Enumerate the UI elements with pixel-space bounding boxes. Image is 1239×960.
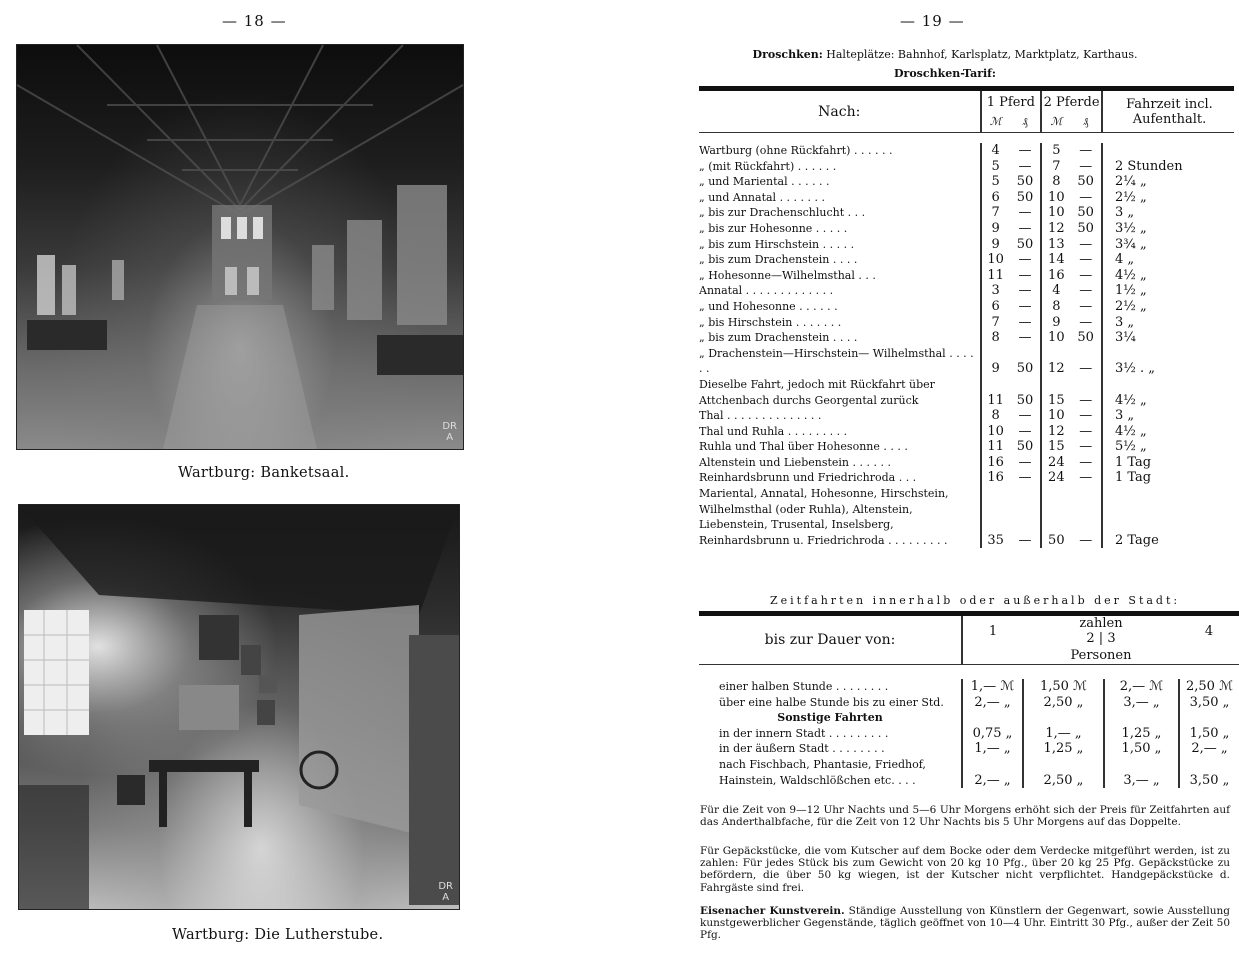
- page-number: — 18 —: [222, 12, 287, 30]
- zeit-label: in der äußern Stadt . . . . . . . .: [719, 742, 885, 756]
- tarif-pfennig-1: 50: [1016, 236, 1034, 252]
- droschken-label: Droschken:: [752, 48, 823, 61]
- tarif-mark-2: 12: [1041, 346, 1070, 377]
- tarif-mark-2: 16: [1041, 268, 1070, 284]
- tarif-pfennig-2: —: [1079, 439, 1093, 455]
- header-c4: 4: [1204, 623, 1214, 639]
- tarif-mark-1: 8: [981, 408, 1010, 424]
- tarif-destination: „ bis zur Drachenschlucht . . .: [699, 206, 866, 220]
- tarif-pfennig-2: —: [1079, 298, 1093, 314]
- tarif-row: [699, 252, 1234, 268]
- tarif-mark-1: 6: [981, 190, 1010, 206]
- tarif-pfennig-2: —: [1079, 361, 1093, 377]
- tarif-destination: Ruhla und Thal über Hohesonne . . . .: [699, 440, 908, 454]
- tarif-destination: „ bis zum Drachenstein . . . .: [699, 331, 858, 345]
- tarif-destination: „ bis zur Hohesonne . . . . .: [699, 221, 848, 235]
- header-fahrzeit: Fahrzeit incl. Aufenthalt.: [1102, 91, 1234, 133]
- tarif-pfennig-1: —: [1018, 314, 1032, 330]
- hall-drawing: [17, 45, 463, 449]
- tarif-fahrzeit: 2¼ „: [1102, 174, 1234, 190]
- tarif-pfennig-2: —: [1079, 252, 1093, 268]
- tarif-destination: „ Drachenstein—Hirschstein— Wilhelmsthal . . . . . .: [699, 346, 974, 376]
- tarif-mark-2: 15: [1041, 377, 1070, 408]
- sonstige-header-row: [699, 710, 1239, 726]
- tarif-fahrzeit: 2½ „: [1102, 299, 1234, 315]
- zeit-row: [699, 695, 1239, 711]
- tarif-row: [699, 439, 1234, 455]
- tarif-mark-1: 8: [981, 330, 1010, 346]
- tarif-mark-1: 11: [981, 377, 1010, 408]
- header-pfennig: ₰: [1082, 114, 1089, 128]
- zeit-value-3: 3,— „: [1104, 695, 1179, 711]
- tarif-destination: Annatal . . . . . . . . . . . . .: [699, 284, 834, 298]
- tarif-pfennig-2: —: [1079, 470, 1093, 486]
- tarif-mark-2: 50: [1041, 486, 1070, 548]
- zeitfahrten-table: [699, 611, 1239, 788]
- tarif-fahrzeit: 3¾ „: [1102, 237, 1234, 253]
- tarif-destination: Dieselbe Fahrt, jedoch mit Rückfahrt über Attchenbach durchs Georgental zurück: [699, 377, 935, 407]
- tarif-fahrzeit: 1 Tag: [1102, 455, 1234, 471]
- sonstige-title: Sonstige Fahrten: [777, 711, 883, 725]
- tarif-mark-2: 24: [1041, 455, 1070, 471]
- tarif-row: [699, 190, 1234, 206]
- header-dauer: bis zur Dauer von:: [699, 616, 962, 665]
- tarif-fahrzeit: 3 „: [1102, 315, 1234, 331]
- tarif-fahrzeit: 1½ „: [1102, 283, 1234, 299]
- tarif-destination: Altenstein und Liebenstein . . . . . .: [699, 455, 891, 469]
- tarif-row: [699, 315, 1234, 331]
- tarif-mark-2: 4: [1041, 283, 1070, 299]
- tarif-fahrzeit: 5½ „: [1102, 439, 1234, 455]
- tarif-pfennig-1: —: [1018, 252, 1032, 268]
- tarif-pfennig-2: —: [1079, 314, 1093, 330]
- tarif-mark-2: 10: [1041, 408, 1070, 424]
- zeit-value-3: 2,— ℳ: [1104, 679, 1179, 695]
- tarif-pfennig-1: —: [1018, 205, 1032, 221]
- tarif-row: [699, 470, 1234, 486]
- photo-mark: DR A: [442, 421, 457, 443]
- tarif-fahrzeit: 1 Tag: [1102, 470, 1234, 486]
- tarif-fahrzeit: [1102, 143, 1234, 159]
- tarif-mark-2: 7: [1041, 159, 1070, 175]
- tarif-row: [699, 346, 1234, 377]
- zeit-row: [699, 741, 1239, 757]
- header-zahlen: zahlen: [1079, 616, 1123, 631]
- tarif-pfennig-2: —: [1079, 189, 1093, 205]
- tarif-pfennig-1: —: [1018, 532, 1032, 548]
- zeit-value-2: 1,25 „: [1023, 741, 1104, 757]
- tarif-pfennig-1: —: [1018, 267, 1032, 283]
- tarif-row: [699, 283, 1234, 299]
- tarif-pfennig-1: —: [1018, 454, 1032, 470]
- left-page: [0, 0, 560, 960]
- tarif-fahrzeit: 3½ . „: [1102, 346, 1234, 377]
- tarif-mark-1: 10: [981, 252, 1010, 268]
- tarif-mark-2: 5: [1041, 143, 1070, 159]
- tarif-destination: Reinhardsbrunn und Friedrichroda . . .: [699, 471, 917, 485]
- tarif-mark-1: 16: [981, 455, 1010, 471]
- tarif-mark-1: 7: [981, 205, 1010, 221]
- tarif-destination: „ (mit Rückfahrt) . . . . . .: [699, 159, 837, 173]
- header-mark: ℳ: [1041, 110, 1070, 133]
- zeit-value-3: 1,50 „: [1104, 741, 1179, 757]
- tarif-fahrzeit: 2 Tage: [1102, 486, 1234, 548]
- tarif-fahrzeit: 3¼: [1102, 330, 1234, 346]
- zeit-value-4: 3,50 „: [1179, 695, 1239, 711]
- room-drawing: [19, 505, 459, 909]
- zeitfahrten-title: Zeitfahrten innerhalb oder außerhalb der Stadt:: [770, 594, 1181, 607]
- tarif-pfennig-1: —: [1018, 143, 1032, 158]
- tarif-fahrzeit: 3 „: [1102, 205, 1234, 221]
- tarif-destination: „ Hohesonne—Wilhelmsthal . . .: [699, 268, 876, 282]
- tarif-destination: „ und Mariental . . . . . .: [699, 175, 830, 189]
- tarif-mark-2: 12: [1041, 424, 1070, 440]
- tarif-destination: „ und Annatal . . . . . . .: [699, 190, 826, 204]
- tarif-row: [699, 408, 1234, 424]
- tarif-pfennig-1: 50: [1016, 189, 1034, 205]
- tarif-pfennig-1: —: [1018, 283, 1032, 299]
- header-c23: 2 | 3: [1086, 631, 1116, 646]
- zeit-value-3: [1104, 757, 1179, 773]
- tarif-mark-2: 15: [1041, 439, 1070, 455]
- tarif-mark-2: 8: [1041, 299, 1070, 315]
- tarif-mark-1: 10: [981, 424, 1010, 440]
- header-pferd2: 2 Pferde: [1041, 91, 1102, 110]
- tarif-fahrzeit: 4 „: [1102, 252, 1234, 268]
- tarif-mark-1: 11: [981, 268, 1010, 284]
- tarif-mark-1: 4: [981, 143, 1010, 159]
- tarif-row: [699, 424, 1234, 440]
- header-personen: Personen: [962, 646, 1239, 665]
- header-pfennig: ₰: [1022, 114, 1028, 128]
- tarif-pfennig-2: —: [1079, 408, 1093, 424]
- zeit-value-1: 1,— ℳ: [962, 679, 1023, 695]
- tarif-mark-1: 7: [981, 315, 1010, 331]
- tarif-destination: „ bis Hirschstein . . . . . . .: [699, 315, 842, 329]
- droschken-line: [710, 48, 1180, 61]
- tarif-mark-2: 10: [1041, 205, 1070, 221]
- tarif-pfennig-1: —: [1018, 470, 1032, 486]
- zeit-value-1: [962, 757, 1023, 773]
- tarif-row: [699, 330, 1234, 346]
- zeit-label: einer halben Stunde . . . . . . . .: [719, 680, 889, 693]
- tarif-mark-1: 5: [981, 159, 1010, 175]
- tarif-mark-2: 14: [1041, 252, 1070, 268]
- tarif-mark-2: 12: [1041, 221, 1070, 237]
- tarif-pfennig-2: —: [1079, 454, 1093, 470]
- tarif-destination: „ bis zum Drachenstein . . . .: [699, 253, 858, 267]
- tarif-mark-1: 5: [981, 174, 1010, 190]
- tarif-mark-1: 11: [981, 439, 1010, 455]
- tarif-pfennig-2: —: [1079, 532, 1093, 548]
- header-mark: ℳ: [981, 110, 1010, 133]
- tarif-row: [699, 268, 1234, 284]
- zeit-value-4: 2,— „: [1179, 741, 1239, 757]
- tarif-pfennig-2: 50: [1077, 220, 1094, 236]
- tarif-fahrzeit: 4½ „: [1102, 424, 1234, 440]
- tarif-pfennig-1: —: [1018, 158, 1032, 174]
- tarif-mark-2: 10: [1041, 330, 1070, 346]
- photo-mark: DR A: [438, 881, 453, 903]
- zeit-value-3: 3,— „: [1104, 773, 1179, 789]
- zeit-row: [699, 726, 1239, 742]
- tarif-pfennig-1: 50: [1016, 361, 1034, 377]
- zeit-value-4: [1179, 757, 1239, 773]
- zeit-value-4: 2,50 ℳ: [1179, 679, 1239, 695]
- droschken-text: Halteplätze: Bahnhof, Karlsplatz, Marktplatz, Karthaus.: [826, 48, 1138, 61]
- zeit-value-1: 0,75 „: [962, 726, 1023, 742]
- zeit-value-2: [1023, 757, 1104, 773]
- zeit-value-2: 1,50 ℳ: [1023, 679, 1104, 695]
- tarif-pfennig-2: —: [1079, 236, 1093, 252]
- tarif-pfennig-1: —: [1018, 220, 1032, 236]
- zeit-value-1: 2,— „: [962, 695, 1023, 711]
- tarif-pfennig-1: —: [1018, 330, 1032, 346]
- zeit-value-1: 1,— „: [962, 741, 1023, 757]
- tarif-row: [699, 377, 1234, 408]
- tarif-pfennig-1: 50: [1016, 392, 1034, 408]
- header-c1: 1: [962, 616, 1023, 646]
- tarif-row: [699, 159, 1234, 175]
- tarif-mark-1: 9: [981, 221, 1010, 237]
- zeit-label: nach Fischbach, Phantasie, Friedhof,: [719, 757, 926, 771]
- tarif-mark-2: 13: [1041, 237, 1070, 253]
- photo-lutherstube: [18, 504, 460, 910]
- tarif-mark-2: 24: [1041, 470, 1070, 486]
- tarif-mark-2: 9: [1041, 315, 1070, 331]
- tarif-row: [699, 299, 1234, 315]
- tarif-destination: Mariental, Annatal, Hohesonne, Hirschstein, Wilhelmsthal (oder Ruhla), Altenstein, Liebenstein, Trusental, Inselsberg, Reinhardsbrunn u. Friedrichroda . . . . . . . . .: [699, 487, 949, 547]
- tarif-mark-1: 3: [981, 283, 1010, 299]
- zeit-row: [699, 757, 1239, 773]
- tarif-row: [699, 221, 1234, 237]
- zeit-row: [699, 679, 1239, 695]
- tarif-row: [699, 486, 1234, 548]
- tarif-pfennig-2: —: [1079, 267, 1093, 283]
- tarif-pfennig-2: 50: [1077, 174, 1094, 190]
- zeit-value-3: 1,25 „: [1104, 726, 1179, 742]
- tarif-mark-1: 16: [981, 470, 1010, 486]
- tarif-row: [699, 237, 1234, 253]
- header-nach: Nach:: [699, 91, 981, 133]
- tarif-fahrzeit: 4½ „: [1102, 268, 1234, 284]
- zeit-label: in der innern Stadt . . . . . . . . .: [719, 726, 889, 740]
- zeit-row: [699, 773, 1239, 789]
- tarif-mark-2: 8: [1041, 174, 1070, 190]
- zeit-value-1: 2,— „: [962, 773, 1023, 789]
- note-kunstverein: [700, 905, 1230, 942]
- tarif-fahrzeit: 3½ „: [1102, 221, 1234, 237]
- note-gepaeck: Für Gepäckstücke, die vom Kutscher auf dem Bocke oder dem Verdecke mitgeführt werden, ist zu zahlen: Für jedes Stück bis zum Gewicht von 20 kg 10 Pfg., über 20 kg 25 Pfg. Gepäckstücke zu befördern, die über 50 kg wiegen, ist der Kutscher nicht verpflichtet. Handgepäckstücke d. Fahrgäste sind frei.: [700, 845, 1230, 894]
- tarif-pfennig-1: —: [1018, 423, 1032, 439]
- tarif-mark-1: 9: [981, 346, 1010, 377]
- note-nachtfahrt: Für die Zeit von 9—12 Uhr Nachts und 5—6 Uhr Morgens erhöht sich der Preis für Zeitfahrten auf das Anderthalbfache, für die Zeit von 12 Uhr Nachts bis 5 Uhr Morgens auf das Doppelte.: [700, 804, 1230, 829]
- tarif-destination: Wartburg (ohne Rückfahrt) . . . . . .: [699, 144, 893, 157]
- photo-banketsaal: [16, 44, 464, 450]
- tarif-pfennig-2: —: [1079, 392, 1093, 408]
- tarif-mark-1: 35: [981, 486, 1010, 548]
- zeit-label: Hainstein, Waldschlößchen etc. . . .: [719, 773, 916, 787]
- tarif-destination: Thal . . . . . . . . . . . . . .: [699, 409, 822, 423]
- tarif-fahrzeit: 4½ „: [1102, 377, 1234, 408]
- tarif-mark-1: 6: [981, 299, 1010, 315]
- zeit-value-2: 1,— „: [1023, 726, 1104, 742]
- tarif-row: [699, 205, 1234, 221]
- tarif-row: [699, 174, 1234, 190]
- tarif-pfennig-2: —: [1079, 423, 1093, 439]
- tarif-fahrzeit: 2 Stunden: [1102, 159, 1234, 175]
- tarif-fahrzeit: 3 „: [1102, 408, 1234, 424]
- tarif-destination: Thal und Ruhla . . . . . . . . .: [699, 424, 848, 438]
- right-page: [640, 0, 1233, 960]
- droschken-tarif-table: [699, 86, 1234, 548]
- kunstverein-label: Eisenacher Kunstverein.: [700, 905, 845, 917]
- tarif-row: [699, 143, 1234, 159]
- tarif-pfennig-1: 50: [1016, 439, 1034, 455]
- tarif-mark-1: 9: [981, 237, 1010, 253]
- tarif-pfennig-2: —: [1079, 143, 1093, 158]
- header-pferd1: 1 Pferd: [981, 91, 1042, 110]
- zeit-value-4: 1,50 „: [1179, 726, 1239, 742]
- tarif-mark-2: 10: [1041, 190, 1070, 206]
- zeit-value-4: 3,50 „: [1179, 773, 1239, 789]
- tarif-title: Droschken-Tarif:: [894, 67, 996, 80]
- tarif-pfennig-2: 50: [1077, 205, 1094, 221]
- zeit-value-2: 2,50 „: [1023, 695, 1104, 711]
- tarif-pfennig-2: —: [1079, 283, 1093, 299]
- page-number: — 19 —: [900, 12, 965, 30]
- tarif-pfennig-2: —: [1079, 158, 1093, 174]
- tarif-pfennig-1: 50: [1016, 174, 1034, 190]
- zeit-label: über eine halbe Stunde bis zu einer Std.: [719, 695, 944, 709]
- tarif-row: [699, 455, 1234, 471]
- caption-banketsaal: Wartburg: Banketsaal.: [178, 465, 350, 481]
- caption-lutherstube: Wartburg: Die Lutherstube.: [172, 927, 384, 943]
- zeit-value-2: 2,50 „: [1023, 773, 1104, 789]
- tarif-destination: „ und Hohesonne . . . . . .: [699, 299, 838, 313]
- tarif-pfennig-2: 50: [1077, 330, 1094, 346]
- tarif-destination: „ bis zum Hirschstein . . . . .: [699, 237, 855, 251]
- tarif-pfennig-1: —: [1018, 408, 1032, 424]
- tarif-pfennig-1: —: [1018, 298, 1032, 314]
- kunstverein-text: Ständige Ausstellung von Künstlern der Gegenwart, sowie Ausstellung kunstgewerblicher Gegenstände, täglich geöffnet von 10—4 Uhr. Eintritt 30 Pfg., außer der Zeit 50 Pfg.: [700, 905, 1230, 942]
- tarif-fahrzeit: 2½ „: [1102, 190, 1234, 206]
